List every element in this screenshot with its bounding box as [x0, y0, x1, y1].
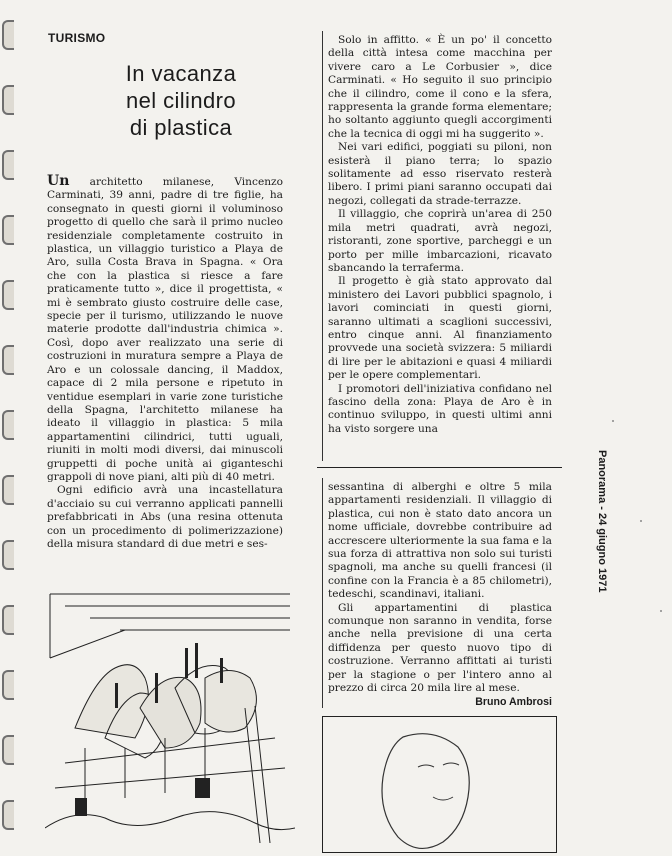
paper-speck [612, 420, 614, 422]
headline-line-2: nel cilindro [126, 88, 236, 113]
col1-paragraph-1: Un architetto milanese, Vincenzo Carminati, 39 anni, padre di tre figlie, ha consegnato in questi giorni il voluminoso progetto di quello che sarà il primo nucleo residenziale completamente costruito in plastica, un villaggio turistico a Playa de Aro, sulla Costa Brava in Spagna. « Ora che con la plastica si riesce a fare praticamente tutto », dice il progettista, « mi è sembrato giusto costruire delle case, specie per il turismo, utilizzando le nuove materie prodotte dall'industria chimica ». Così, dopo aver realizzato una serie di costruzioni in muratura sempre a Playa de Aro e un colossale dancing, il Maddox, capace di 2 mila persone e ripetuto in ventidue esemplari in varie zone turistiche della Spagna, l'architetto milanese ha ideato il villaggio in plastica: 5 mila appartamentini cilindrici, tutti uguali, riuniti in molti modi diversi, dai minuscoli gruppetti di poche unità ai giganteschi grappoli di nove piani, alti più di 40 metri. [47, 173, 283, 483]
author-name: Bruno Ambrosi [475, 695, 552, 708]
column-divider [322, 31, 323, 461]
article-headline [96, 60, 266, 141]
article-column-1 [47, 175, 283, 551]
col2-paragraph-1: Solo in affitto. « È un po' il concetto della città intesa come macchina per vivere caro a Le Corbusier », dice Carminati. « Ho seguito il suo principio che il cilindro, come il cono e la sfera, rappresenta la grande forma elementare; ho soltanto aggiunto quegli accorgimenti che la tecnica di oggi mi ha suggerito ». [328, 34, 552, 140]
headline-line-3: di plastica [129, 115, 233, 140]
column-divider-lower [322, 478, 323, 708]
col2-paragraph-5: I promotori dell'iniziativa confidano nel fascino della zona: Playa de Aro è in continuo sviluppo, in questi ultimi anni ha visto sorgere una [328, 382, 552, 435]
col2-paragraph-3: Il villaggio, che coprirà un'area di 250 mila metri quadrati, avrà negozi, ristoranti, zone sportive, parcheggi e un porto per mille imbarcazioni, ricavato sbancando la terraferma. [328, 208, 552, 274]
paper-speck [640, 520, 642, 522]
horizontal-rule [317, 467, 562, 468]
col1-paragraph-2: Ogni edificio avrà una incastellatura d'acciaio su cui verranno applicati pannelli prefabbricati in Abs (una resina ottenuta con un procedimento di polimerizzazione) della misura standard di due metri e ses- [47, 484, 283, 550]
binder-rings [0, 0, 16, 853]
article-column-3 [328, 481, 552, 709]
col2-paragraph-2: Nei vari edifici, poggiati su piloni, non esisterà il piano terra; lo spazio solitamente ad esso riservato resterà libero. I primi piani saranno occupati dai negozi, collegati da strade-terrazze. [328, 141, 552, 207]
drop-cap: Un [47, 173, 70, 189]
col3-paragraph-2: Gli appartamentini di plastica comunque non saranno in vendita, forse anche nella previsione di una certa diffidenza per questo nuovo tipo di costruzione. Verranno affittati ai turisti per la stagione o per l'intero anno al prezzo di circa 20 mila lire al mese. [328, 601, 552, 695]
col3-paragraph-1: sessantina di alberghi e oltre 5 mila appartamenti residenziali. Il villaggio di plastica, cui non è stato dato ancora un nome ufficiale, dovrebbe contribuire ad accrescere ulteriormente la sua fama e la sua forza di attrattiva non solo sui turisti spagnoli, ma anche su quelli francesi (il confine con la Francia è a 85 chilometri), tedeschi, scandinavi, italiani. [328, 481, 552, 601]
headline-line-1: In vacanza [125, 61, 237, 86]
architectural-sketch [45, 588, 295, 853]
source-stamp-text: Panorama - 24 giugno 1971 [596, 450, 608, 593]
source-stamp [596, 450, 620, 710]
section-label: TURISMO [48, 31, 106, 45]
article-column-2 [328, 34, 552, 436]
paper-speck [660, 610, 662, 612]
author-photo [322, 716, 557, 853]
col2-paragraph-4: Il progetto è già stato approvato dal ministero dei Lavori pubblici spagnolo, i lavori cominciati in questi giorni, saranno ultimati a scaglioni successivi, entro cinque anni. Al finanziamento provvede una società svizzera: 5 miliardi di lire per le abitazioni e quasi 4 miliardi per le opere complementari. [328, 275, 552, 382]
